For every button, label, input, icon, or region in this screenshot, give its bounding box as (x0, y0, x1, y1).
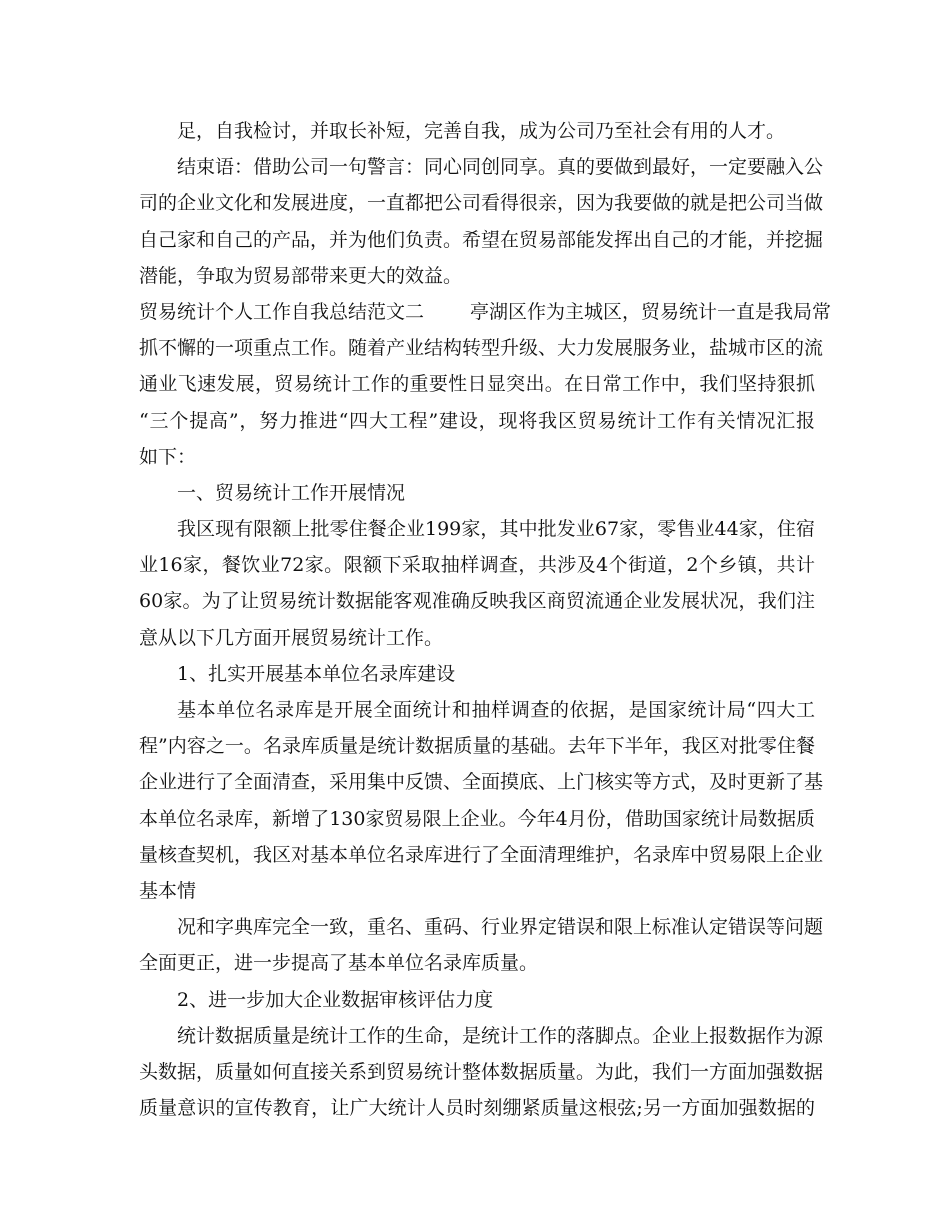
text-line: 60家。为了让贸易统计数据能客观准确反映我区商贸流通企业发展状况，我们注 (139, 590, 815, 613)
text-line: 质量意识的宣传教育，让广大统计人员时刻绷紧质量这根弦;另一方面加强数据的 (139, 1097, 815, 1120)
text-line: 意从以下几方面开展贸易统计工作。 (139, 626, 444, 649)
section-title: 贸易统计个人工作自我总结范文二 (139, 300, 425, 323)
text-line: 潜能，争取为贸易部带来更大的效益。 (139, 264, 463, 287)
text-line: 况和字典库完全一致，重名、重码、行业界定错误和限上标准认定错误等问题 (177, 916, 824, 939)
subheading: 一、贸易统计工作开展情况 (177, 481, 406, 504)
text-line: 基本情 (139, 879, 197, 902)
text-line: 通业飞速发展，贸易统计工作的重要性日显突出。在日常工作中，我们坚持狠抓 (139, 373, 815, 396)
text-line: 业16家，餐饮业72家。限额下采取抽样调查，共涉及4个街道，2个乡镇，共计 (139, 554, 815, 577)
text-line: 抓不懈的一项重点工作。随着产业结构转型升级、大力发展服务业，盐城市区的流 (139, 337, 824, 360)
text-line: 我区现有限额上批零住餐企业199家，其中批发业67家，零售业44家，住宿 (177, 518, 815, 541)
text-line: 统计数据质量是统计工作的生命，是统计工作的落脚点。企业上报数据作为源 (177, 1024, 824, 1047)
document-body (139, 113, 832, 1126)
text-line: 结束语：借助公司一句警言：同心同创同享。真的要做到最好，一定要融入公 (177, 156, 824, 179)
subheading: 1、扎实开展基本单位名录库建设 (177, 662, 456, 685)
text-line: 程”内容之一。名录库质量是统计数据质量的基础。去年下半年，我区对批零住餐 (139, 735, 815, 758)
subheading: 2、进一步加大企业数据审核评估力度 (177, 988, 494, 1011)
text-line: 基本单位名录库是开展全面统计和抽样调查的依据，是国家统计局“四大工 (177, 699, 815, 721)
text-line: 自己家和自己的产品，并为他们负责。希望在贸易部能发挥出自己的才能，并挖掘 (139, 228, 824, 251)
text-line: 足，自我检讨，并取长补短，完善自我，成为公司乃至社会有用的人才。 (177, 120, 786, 142)
text-line: 司的企业文化和发展进度，一直都把公司看得很亲，因为我要做的就是把公司当做 (139, 192, 824, 215)
text-line: “三个提高”，努力推进“四大工程”建设，现将我区贸易统计工作有关情况汇报 (139, 409, 815, 432)
text-line: 本单位名录库，新增了130家贸易限上企业。今年4月份，借助国家统计局数据质 (139, 807, 815, 830)
text-run: 亭湖区作为主城区，贸易统计一直是我局常 (470, 300, 832, 323)
text-line: 企业进行了全面清查，采用集中反馈、全面摸底、上门核实等方式，及时更新了基 (139, 771, 824, 794)
text-line: 量核查契机，我区对基本单位名录库进行了全面清理维护，名录库中贸易限上企业 (139, 843, 824, 866)
text-line: 头数据，质量如何直接关系到贸易统计整体数据质量。为此，我们一方面加强数据 (139, 1060, 824, 1083)
text-line: 全面更正，进一步提高了基本单位名录库质量。 (139, 952, 539, 975)
text-line: 如下： (139, 445, 197, 468)
section-heading-line (139, 294, 832, 330)
